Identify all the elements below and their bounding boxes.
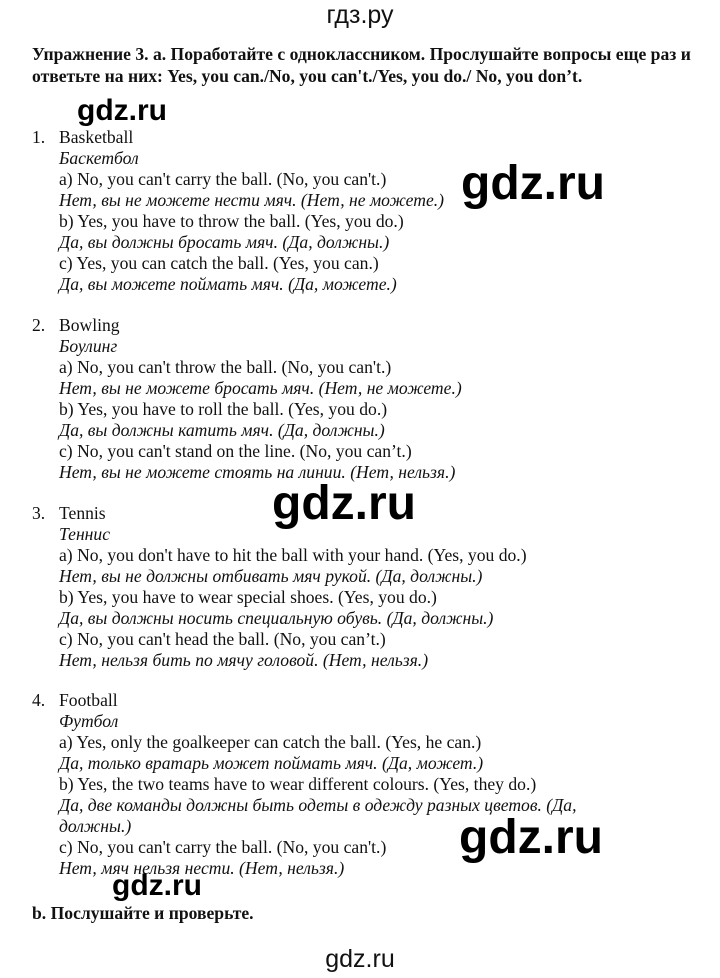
answer-ru: Да, вы должны бросать мяч. (Да, должны.) <box>59 232 390 252</box>
answer-ru: Да, вы можете поймать мяч. (Да, можете.) <box>59 274 397 294</box>
exercise-heading: Упражнение 3. а. Поработайте с одноклассником. Прослушайте вопросы еще раз и ответьте на них: Yes, you can./No, you can't./Yes, you do./ No, you don’t. <box>32 44 691 86</box>
section-title: Bowling <box>59 315 120 335</box>
watermark: gdz.ru <box>461 157 605 210</box>
section-title-ru: Теннис <box>59 524 111 544</box>
section-number: 3. <box>32 503 46 523</box>
answer-ru: Нет, вы не можете стоять на линии. (Нет, нельзя.) <box>59 462 456 482</box>
answer-en: b) Yes, the two teams have to wear different colours. (Yes, they do.) <box>59 774 537 794</box>
section-title: Football <box>59 690 118 710</box>
section-title: Basketball <box>59 127 134 147</box>
answer-ru: Нет, вы не должны отбивать мяч рукой. (Да, должны.) <box>59 566 483 586</box>
section-number: 1. <box>32 127 46 147</box>
answer-en: c) No, you can't stand on the line. (No, you can’t.) <box>59 441 412 461</box>
answer-en: b) Yes, you have to wear special shoes. (Yes, you do.) <box>59 587 437 607</box>
answer-en: a) No, you don't have to hit the ball with your hand. (Yes, you do.) <box>59 545 527 565</box>
answer-en: a) Yes, only the goalkeeper can catch the ball. (Yes, he can.) <box>59 732 482 752</box>
answer-ru: Нет, мяч нельзя нести. (Нет, нельзя.) <box>59 858 345 878</box>
answer-ru: Нет, вы не можете нести мяч. (Нет, не можете.) <box>59 190 445 210</box>
answer-en: b) Yes, you have to roll the ball. (Yes, you do.) <box>59 399 388 419</box>
answer-en: a) No, you can't throw the ball. (No, you can't.) <box>59 357 392 377</box>
section-title: Tennis <box>59 503 106 523</box>
watermark: gdz.ru <box>459 811 603 864</box>
section-number: 4. <box>32 690 46 710</box>
answer-ru: Нет, нельзя бить по мячу головой. (Нет, нельзя.) <box>59 650 429 670</box>
section-title-ru: Баскетбол <box>59 148 139 168</box>
answer-en: b) Yes, you have to throw the ball. (Yes, you do.) <box>59 211 404 231</box>
section-number: 2. <box>32 315 46 335</box>
exercise-part-b: b. Послушайте и проверьте. <box>32 903 254 923</box>
watermark: gdz.ru <box>272 477 416 530</box>
watermark: gdz.ru <box>77 94 167 127</box>
site-brand-top: гдз.ру <box>326 1 394 29</box>
section-bowling <box>32 315 692 483</box>
answer-en: c) No, you can't carry the ball. (No, you can't.) <box>59 837 387 857</box>
answer-ru: Нет, вы не можете бросать мяч. (Нет, не можете.) <box>59 378 462 398</box>
site-brand-bottom: gdz.ru <box>325 945 395 973</box>
answer-en: c) No, you can't head the ball. (No, you can’t.) <box>59 629 386 649</box>
section-title-ru: Футбол <box>59 711 119 731</box>
answer-en: a) No, you can't carry the ball. (No, you can't.) <box>59 169 387 189</box>
answer-ru: Да, только вратарь может поймать мяч. (Да, может.) <box>59 753 484 773</box>
watermark: gdz.ru <box>112 869 202 902</box>
answer-ru: Да, вы должны катить мяч. (Да, должны.) <box>59 420 385 440</box>
section-basketball <box>32 127 692 295</box>
answer-ru: Да, вы должны носить специальную обувь. (Да, должны.) <box>59 608 494 628</box>
answer-ru: Да, две команды должны быть одеты в одежду разных цветов. (Да, должны.) <box>59 795 577 836</box>
answer-en: c) Yes, you can catch the ball. (Yes, you can.) <box>59 253 379 273</box>
section-title-ru: Боулинг <box>59 336 118 356</box>
